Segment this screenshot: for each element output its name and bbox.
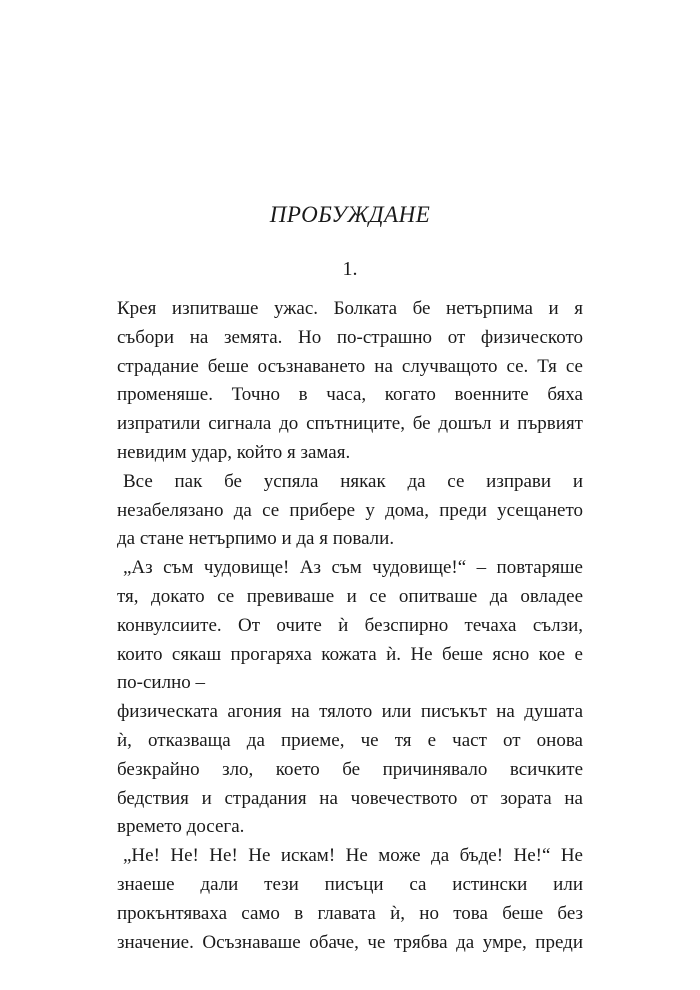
text-line: събори на земята. Но по-страшно от физическото: [117, 326, 583, 348]
text-line: изпратили сигнала до спътниците, бе дошъл и първият: [117, 413, 583, 435]
text-line: да стане нетърпимо и да я повали.: [117, 528, 395, 550]
text-line: времето досега.: [117, 816, 245, 838]
text-line: Все пак бе успяла някак да се изправи и: [123, 470, 583, 492]
text-line: „Не! Не! Не! Не искам! Не може да бъде! Не!“ Не: [123, 845, 583, 867]
text-line: физическата агония на тялото или писъкът на душата: [117, 701, 583, 723]
text-line: конвулсиите. От очите ѝ безспирно течаха сълзи,: [117, 614, 583, 636]
text-line: тя, докато се превиваше и се опитваше да овладее: [117, 585, 583, 607]
text-line: безкрайно зло, което бе причинявало всичките: [117, 758, 583, 780]
body-text: [117, 295, 583, 957]
text-line: знаеше дали тези писъци са истински или: [117, 873, 583, 895]
text-line: страдание беше осъзнаването на случващото се. Тя се: [117, 355, 583, 377]
text-line: „Аз съм чудовище! Аз съм чудовище!“ – повтаряше: [123, 557, 583, 579]
text-line: невидим удар, който я замая.: [117, 441, 351, 463]
text-line: незабелязано да се прибере у дома, преди усещането: [117, 499, 583, 521]
text-line: ѝ, отказваща да приеме, че тя е част от онова: [117, 729, 583, 751]
text-line: които сякаш прогаряха кожата ѝ. Не беше ясно кое е: [117, 643, 583, 665]
text-line: Крея изпитваше ужас. Болката бе нетърпима и я: [117, 298, 583, 319]
chapter-title: ПРОБУЖДАНЕ: [269, 202, 431, 227]
chapter-number: 1.: [342, 258, 358, 280]
text-line: бедствия и страдания на човечеството от зората на: [117, 787, 583, 809]
text-line: променяше. Точно в часа, когато военните бяха: [117, 384, 583, 406]
text-line: значение. Осъзнаваше обаче, че трябва да умре, преди: [117, 931, 583, 953]
text-line: прокънтяваха само в главата ѝ, но това беше без: [117, 902, 583, 924]
text-line: по-силно –: [117, 672, 205, 694]
